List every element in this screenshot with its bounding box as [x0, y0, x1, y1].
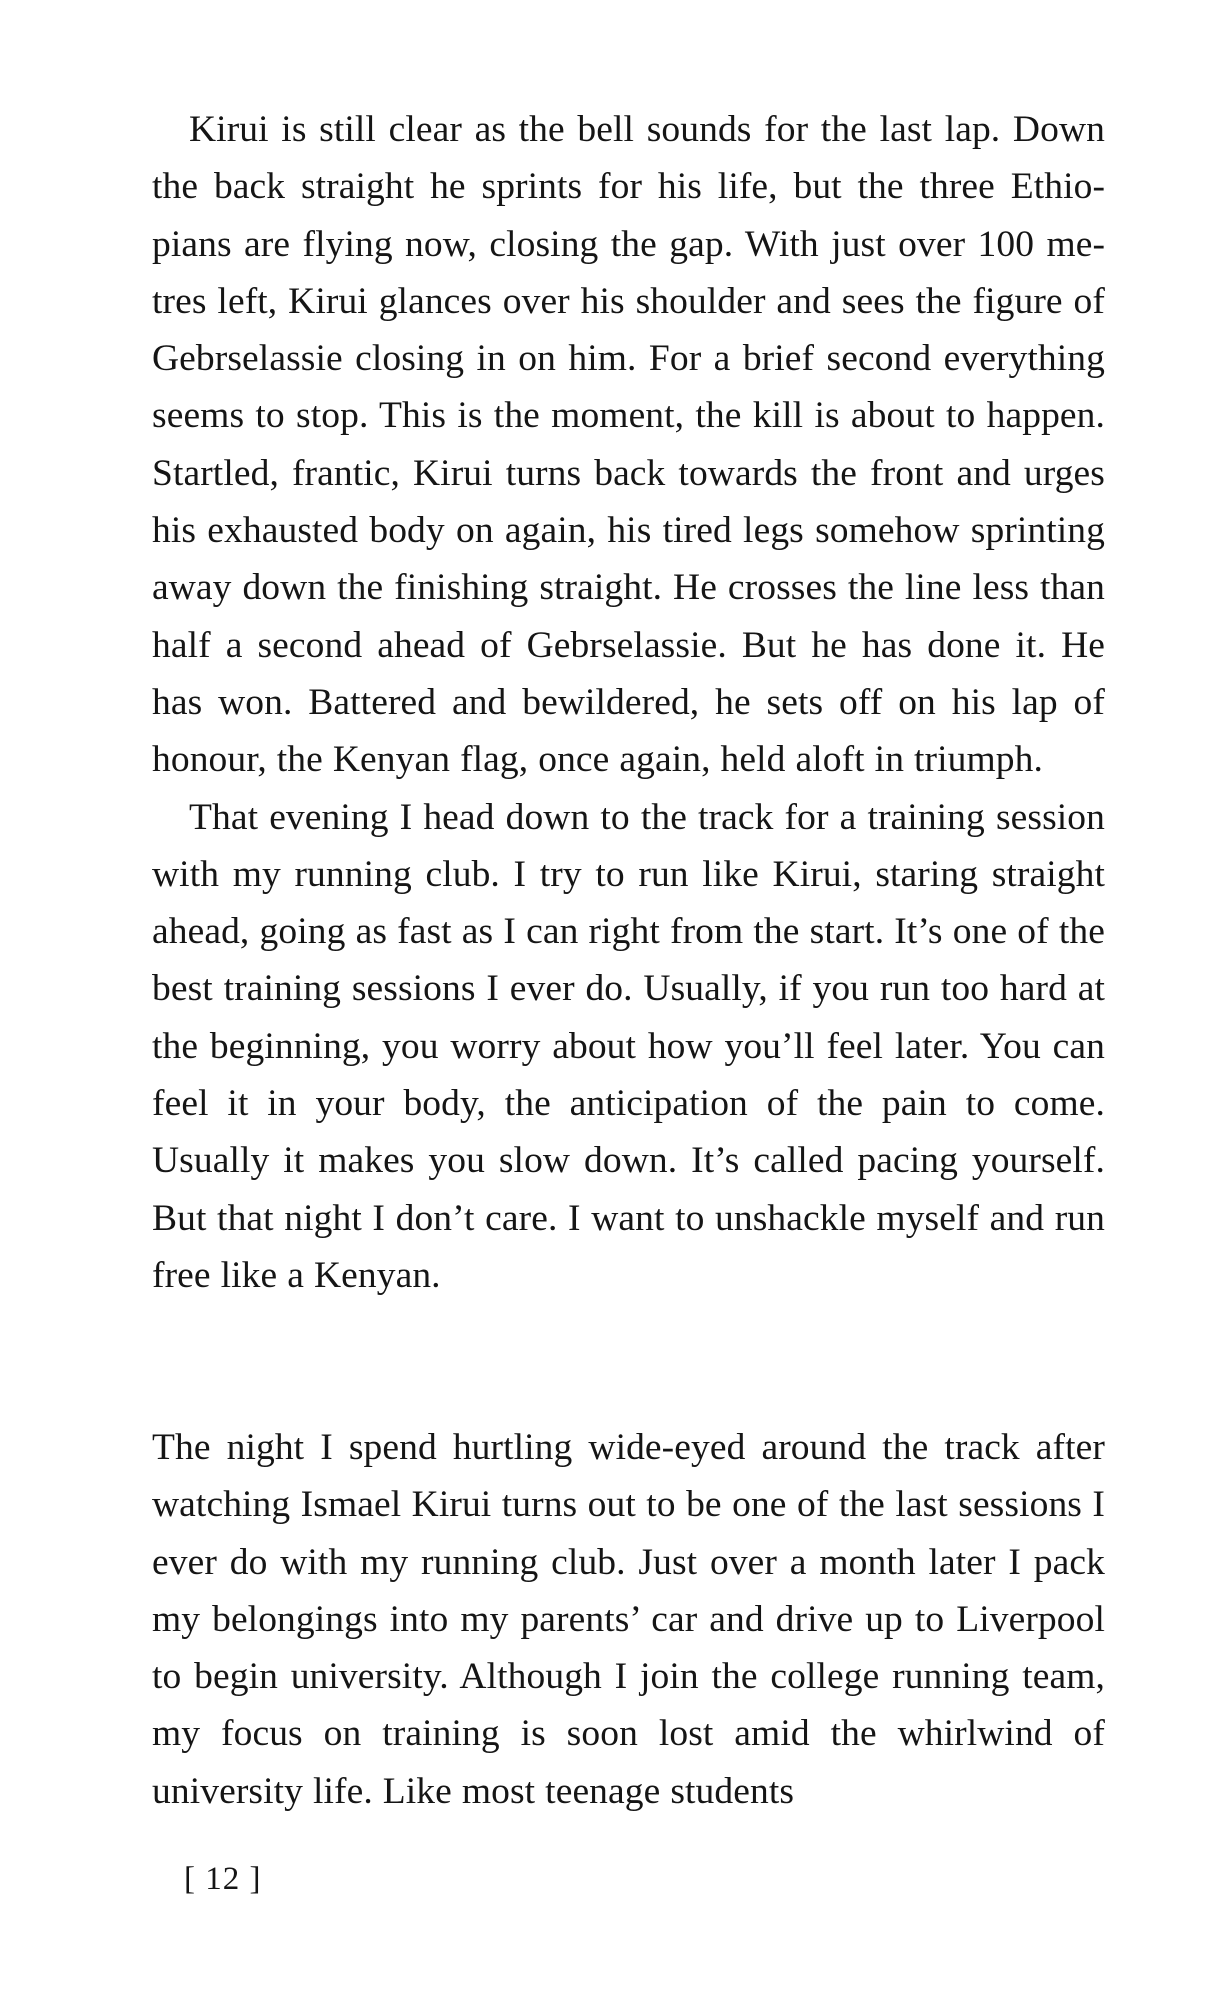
- body-text-section-2: [152, 1419, 1105, 1820]
- paragraph-training-evening: That evening I head down to the track for a training session with my running club. I try to run like Kirui, staring straight ahead, going as fast as I can right from the start. It’s one of the best training sessions I ever do. Usually, if you run too hard at the beginning, you worry about how you’ll feel later. You can feel it in your body, the anticipation of the pain to come. Usually it makes you slow down. It’s called pacing yourself. But that night I don’t care. I want to unshackle myself and run free like a Kenyan.: [152, 796, 1105, 1296]
- body-text-section-1: [152, 101, 1105, 1304]
- paragraph-university: The night I spend hurtling wide-eyed around the track after watching Ismael Kirui turns out to be one of the last sessions I ever do with my running club. Just over a month later I pack my belongings into my parents’ car and drive up to Liverpool to begin university. Although I join the college running team, my focus on training is soon lost amid the whirlwind of university life. Like most teenage students: [152, 1427, 1105, 1812]
- paragraph-race-finish: Kirui is still clear as the bell sounds for the last lap. Down the back straight he sprints for his life, but the three Ethiopians are flying now, closing the gap. With just over 100 metres left, Kirui glances over his shoulder and sees the figure of Gebrselassie closing in on him. For a brief second everything seems to stop. This is the moment, the kill is about to happen. Startled, frantic, Kirui turns back towards the front and urges his exhausted body on again, his tired legs somehow sprinting away down the finishing straight. He crosses the line less than half a second ahead of Gebrselassie. But he has done it. He has won. Battered and bewildered, he sets off on his lap of honour, the Kenyan flag, once again, held aloft in triumph.: [152, 109, 1105, 781]
- page-number: [ 12 ]: [184, 1861, 262, 1897]
